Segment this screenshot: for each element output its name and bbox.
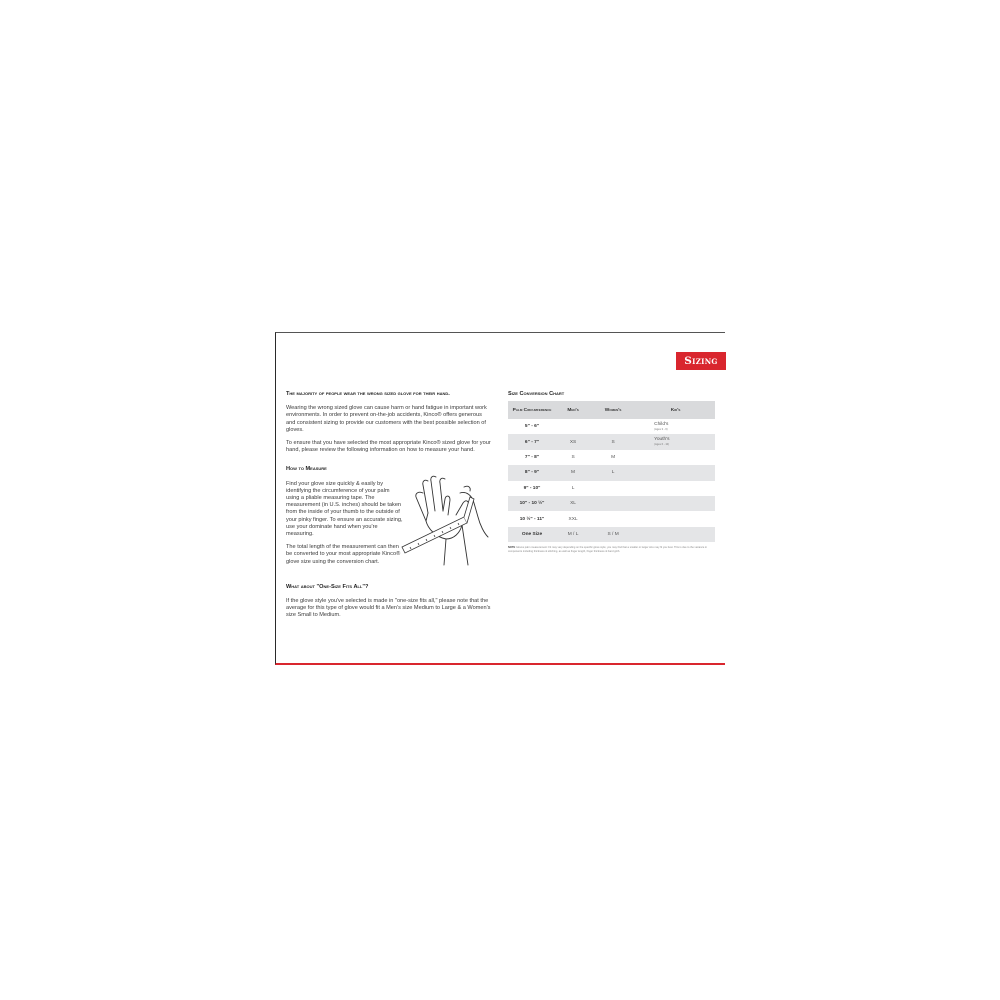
measure-paragraph-2: The total length of the measurement can then be converted to your most appropriate Kinco® glove size using the conversion chart. [286,544,401,565]
cell-kids [636,434,715,449]
table-row [508,434,715,449]
header-womens: Women's [590,401,636,419]
table-row [508,496,715,511]
size-conversion-table [508,401,715,542]
intro-paragraph-1: Wearing the wrong sized glove can cause harm or hand fatigue in important work environments. In order to prevent on-the-job accidents, Kinco® offers generous and consistent sizing to provide our customers with the best possible selection of gloves. [286,405,487,433]
cell-kids [636,481,715,496]
cell-circumference: 9" - 10" [523,485,541,491]
note-label: NOTE [508,546,516,550]
cell-womens [590,419,636,434]
note-text: Gloves palm measurement: Fit may vary depending on the specific glove style; you may find that a smaller or larger size may fit you best. This is due to the variance in components including thickness & stitching, as well as finger length, finger thickness & hand girth. [508,546,708,553]
hand-measuring-illustration [398,473,496,569]
table-header-row [508,401,715,419]
kid-size: Child's [654,421,669,427]
cell-kids [636,419,715,434]
cell-circumference: 8" - 9" [508,465,556,480]
cell-mens: XS [556,434,590,449]
kid-age-note: (Ages 3 - 6) [654,427,668,431]
cell-circumference: 10" - 10 ½" [508,496,556,511]
sizing-tab: Sizing [676,352,726,370]
table-row [508,465,715,480]
header-palm-circumference: Palm Circumference [508,401,556,419]
cell-mens: XL [556,496,590,511]
cell-mens: M / L [556,527,590,542]
cell-circumference: 6" - 7" [508,434,556,449]
measure-section [286,481,491,584]
cell-kids [636,465,715,480]
cell-kids [636,511,715,526]
cell-circumference: One Size [508,527,556,542]
cell-kids [636,496,715,511]
cell-circumference: 10 ½" - 11" [519,516,545,522]
intro-heading: The majority of people wear the wrong sized glove for their hand. [286,391,450,397]
cell-womens: S / M [590,527,636,542]
kid-size: Youth's [654,437,670,443]
onesize-paragraph: If the glove style you've selected is made in "one-size fits all," please note that the average for this type of glove would fit a Men's size Medium to Large & a Women's size Small to Medium. [286,597,491,619]
cell-womens: L [590,465,636,480]
cell-circumference: 5" - 6" [524,424,540,430]
table-row [508,419,715,434]
cell-mens: XXL [568,516,578,522]
cell-womens: M [611,454,616,460]
table-row [508,511,715,526]
header-mens: Men's [556,401,590,419]
header-kids: Kid's [636,401,715,419]
measure-heading: How to Measure [286,466,327,473]
cell-mens [556,419,590,434]
cell-mens: S [571,454,575,460]
cell-womens [590,496,636,511]
cell-womens [590,511,636,526]
cell-womens [590,481,636,496]
kid-age-note: (Ages 6 - 10) [654,443,670,447]
table-row [508,527,715,542]
chart-title: Size Conversion Chart [508,391,565,397]
chart-note [508,546,715,553]
cell-kids [636,527,715,542]
cell-circumference: 7" - 8" [524,454,540,460]
table-row [508,450,715,465]
cell-kids [636,450,715,465]
cell-mens: M [556,465,590,480]
right-column [508,391,716,553]
measure-paragraph-1: Find your glove size quickly & easily by identifying the circumference of your palm using a pliable measuring tape. The measurement (in U.S. inches) should be taken from the inside of your thumb to the outside of your pinky finger. To ensure an accurate sizing, use your dominate hand when you're measuring. [286,480,403,538]
table-row [508,481,715,496]
measure-text [286,481,404,566]
cell-mens: L [571,485,575,491]
left-column [286,391,491,625]
onesize-heading: What about "One-Size Fits All"? [286,583,369,590]
intro-paragraph-2: To ensure that you have selected the most appropriate Kinco® sized glove for your hand, please review the following information on how to measure your hand. [286,440,491,454]
cell-womens: S [590,434,636,449]
